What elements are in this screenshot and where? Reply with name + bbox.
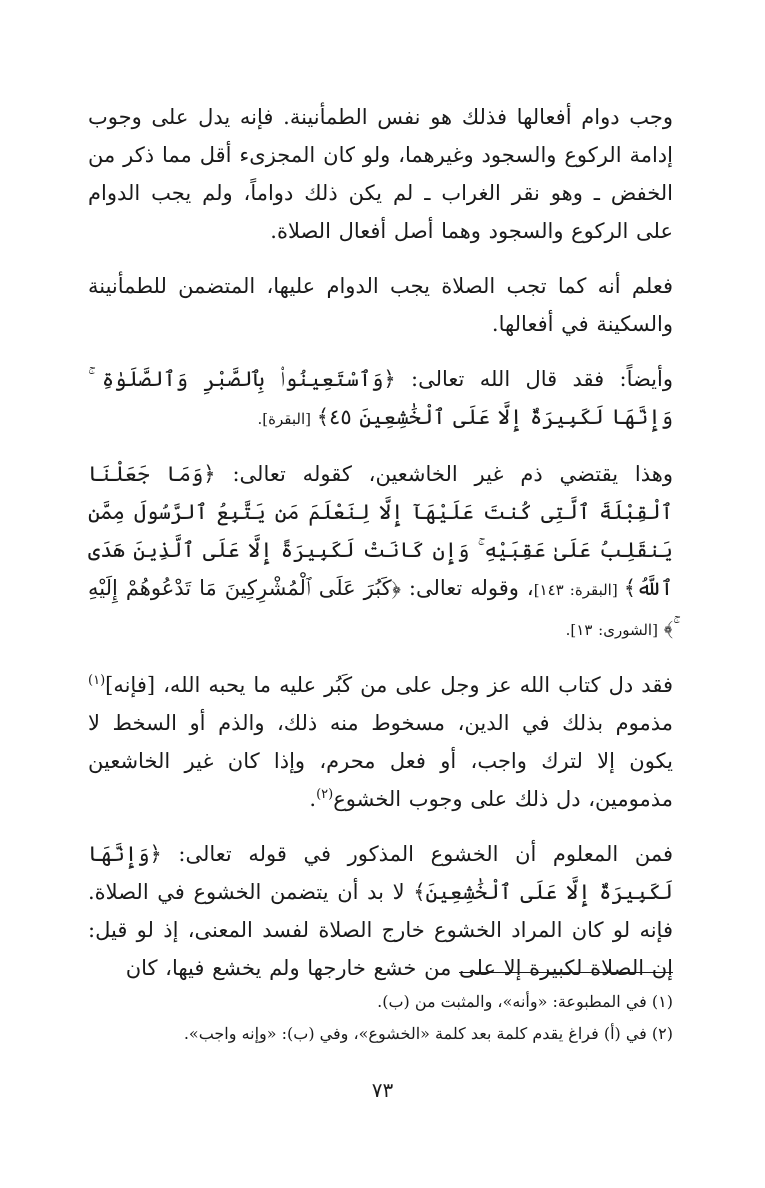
footnote-divider xyxy=(459,972,673,973)
paragraph-6-intro: فمن المعلوم أن الخشوع المذكور في قوله تعالى: xyxy=(161,842,673,866)
footnotes xyxy=(88,986,673,1050)
paragraph-5-part3: . xyxy=(309,787,317,811)
paragraph-1 xyxy=(88,98,673,250)
paragraph-6-rest: لا بد أن يتضمن الخشوع في الصلاة. فإنه لو كان المراد الخشوع خارج الصلاة لفسد المعنى، إذ لو قيل: إن الصلاة لكبيرة إلا على من خشع خارجها ولم يخشع فيها، كان xyxy=(88,880,673,980)
quran-verse-baqarah-143: ﴿وَمَا جَعَلْنَا ٱلْقِبْلَةَ ٱلَّتِى كُنتَ عَلَيْهَآ إِلَّا لِنَعْلَمَ مَن يَتَّبِعُ ٱلرَّسُولَ مِمَّن يَنقَلِبُ عَلَىٰ عَقِبَيْهِ ۚ وَإِن كَانَتْ لَكَبِيرَةً إِلَّا عَلَى ٱلَّذِينَ هَدَى ٱللَّهُ﴾ xyxy=(88,462,673,600)
paragraph-5-part1: فقد دل كتاب الله عز وجل على من كَبُر عليه ما يحبه الله، [فإنه] xyxy=(105,673,673,697)
paragraph-2 xyxy=(88,267,673,343)
footnote-ref-2[interactable]: (٢) xyxy=(316,787,334,802)
paragraph-4 xyxy=(88,455,673,649)
paragraph-3-intro: وأيضاً: فقد قال الله تعالى: xyxy=(395,367,673,391)
footnote-1: (١) في المطبوعة: «وأنه»، والمثبت من (ب). xyxy=(377,992,673,1011)
paragraph-4-intro: وهذا يقتضي ذم غير الخاشعين، كقوله تعالى: xyxy=(215,462,673,486)
paragraph-5 xyxy=(88,666,673,818)
verse-reference: [البقرة]. xyxy=(257,410,317,428)
paragraph-3 xyxy=(88,360,673,438)
page-number: ٧٣ xyxy=(371,1078,394,1102)
verse-reference-shura: [الشورى: ١٣]. xyxy=(565,621,664,639)
footnote-ref-1[interactable]: (١) xyxy=(88,673,106,688)
paragraph-2-text: فعلم أنه كما تجب الصلاة يجب الدوام عليها، المتضمن للطمأنينة والسكينة في أفعالها. xyxy=(88,274,673,336)
verse-reference-baqarah: [البقرة: ١٤٣] xyxy=(533,581,624,599)
paragraph-1-text: وجب دوام أفعالها فذلك هو نفس الطمأنينة. فإنه يدل على وجوب إدامة الركوع والسجود وغيرهما، ولو كان المجزىء أقل مما ذكر من الخفض ـ وهو نقر الغراب ـ لم يكن ذلك دواماً، ولم يجب الدوام على الركوع والسجود وهما أصل أفعال الصلاة. xyxy=(88,105,673,243)
footnote-2: (٢) في (أ) فراغ يقدم كلمة بعد كلمة «الخشوع»، وفي (ب): «وإنه واجب». xyxy=(183,1024,673,1043)
paragraph-4-mid: ، وقوله تعالى: xyxy=(400,576,534,600)
paragraph-6 xyxy=(88,835,673,987)
quran-verse-baqarah-45: ﴿وَٱسْتَعِينُوا۟ بِٱلصَّبْرِ وَٱلصَّلَوٰةِ ۚ وَإِنَّهَا لَكَبِيرَةٌ إِلَّا عَلَى ٱلْخَٰشِعِينَ ٤٥﴾ xyxy=(88,367,673,429)
quran-verse-khashiin: ﴿وَإِنَّهَا لَكَبِيرَةٌ إِلَّا عَلَى ٱلْخَٰشِعِينَ﴾ xyxy=(88,842,673,904)
quran-verse-shura-13: ﴿كَبُرَ عَلَى ٱلْمُشْرِكِينَ مَا تَدْعُوهُمْ إِلَيْهِ ۚ﴾ xyxy=(88,576,673,640)
paragraph-5-part2: مذموم بذلك في الدين، مسخوط منه ذلك، والذم أو السخط لا يكون إلا لترك واجب، أو فعل محرم، وإذا كان غير الخاشعين مذمومين، دل ذلك على وجوب الخشوع xyxy=(88,711,673,811)
